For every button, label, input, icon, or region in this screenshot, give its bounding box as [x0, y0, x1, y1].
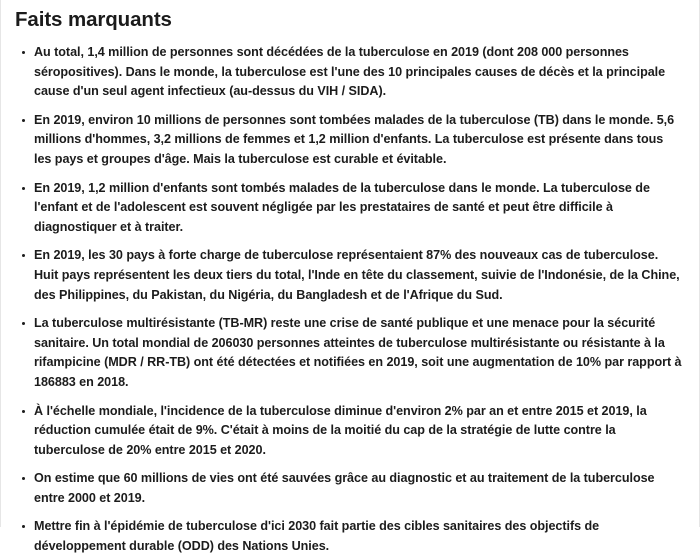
- list-item: [1, 111, 699, 170]
- list-item: [1, 517, 699, 556]
- fact-text: On estime que 60 millions de vies ont été sauvées grâce au diagnostic et au traitement de la tuberculose entre 2000 et 2019.: [34, 471, 655, 505]
- list-item: [1, 314, 699, 392]
- facts-list: [1, 43, 699, 557]
- page-title: Faits marquants: [15, 8, 172, 31]
- list-item: [1, 469, 699, 508]
- fact-text: Mettre fin à l'épidémie de tuberculose d'ici 2030 fait partie des cibles sanitaires des objectifs de développement durable (ODD) des Nations Unies.: [34, 519, 600, 554]
- fact-text: En 2019, 1,2 million d'enfants sont tombés malades de la tuberculose dans le monde. La tuberculose de l'enfant et de l'adolescent est souvent négligée par les prestataires de santé et peut être difficile à diagnostiquer et à traiter.: [34, 180, 650, 234]
- fact-text: En 2019, environ 10 millions de personnes sont tombées malades de la tuberculose (TB) dans le monde. 5,6 millions d'hommes, 3,2 millions de femmes et 1,2 million d'enfants. La tuberculose est présente dans tous les pays et groupes d'âge. Mais la tuberculose est curable et évitable.: [34, 112, 675, 166]
- list-item: [1, 402, 699, 461]
- list-item: [1, 43, 699, 102]
- fact-text: À l'échelle mondiale, l'incidence de la tuberculose diminue d'environ 2% par an et entre 2015 et 2019, la réduction cumulée était de 9%. C'était à moins de la moitié du cap de la stratégie de lutte contre la tuberculose de 20% entre 2015 et 2020.: [34, 403, 647, 457]
- list-item: [1, 179, 699, 238]
- list-item: [1, 246, 699, 305]
- fact-text: Au total, 1,4 million de personnes sont décédées de la tuberculose en 2019 (dont 208 000 personnes séropositives). Dans le monde, la tuberculose est l'une des 10 principales causes de décès et la principale cause d'un seul agent infectieux (au-dessus du VIH / SIDA).: [34, 45, 666, 99]
- fact-text: En 2019, les 30 pays à forte charge de tuberculose représentaient 87% des nouveaux cas de tuberculose. Huit pays représentent les deux tiers du total, l'Inde en tête du classement, suivie de l'Indonésie, de la Chine, des Philippines, du Pakistan, du Nigéria, du Bangladesh et de l'Afrique du Sud.: [34, 248, 680, 302]
- fact-text: La tuberculose multirésistante (TB-MR) reste une crise de santé publique et une menace pour la sécurité sanitaire. Un total mondial de 206030 personnes atteintes de tuberculose multirésistante ou résistante à la rifampicine (MDR / RR-TB) ont été détectées et notifiées en 2019, soit une augmentation de 10% par rapport à 186883 en 2018.: [34, 316, 682, 389]
